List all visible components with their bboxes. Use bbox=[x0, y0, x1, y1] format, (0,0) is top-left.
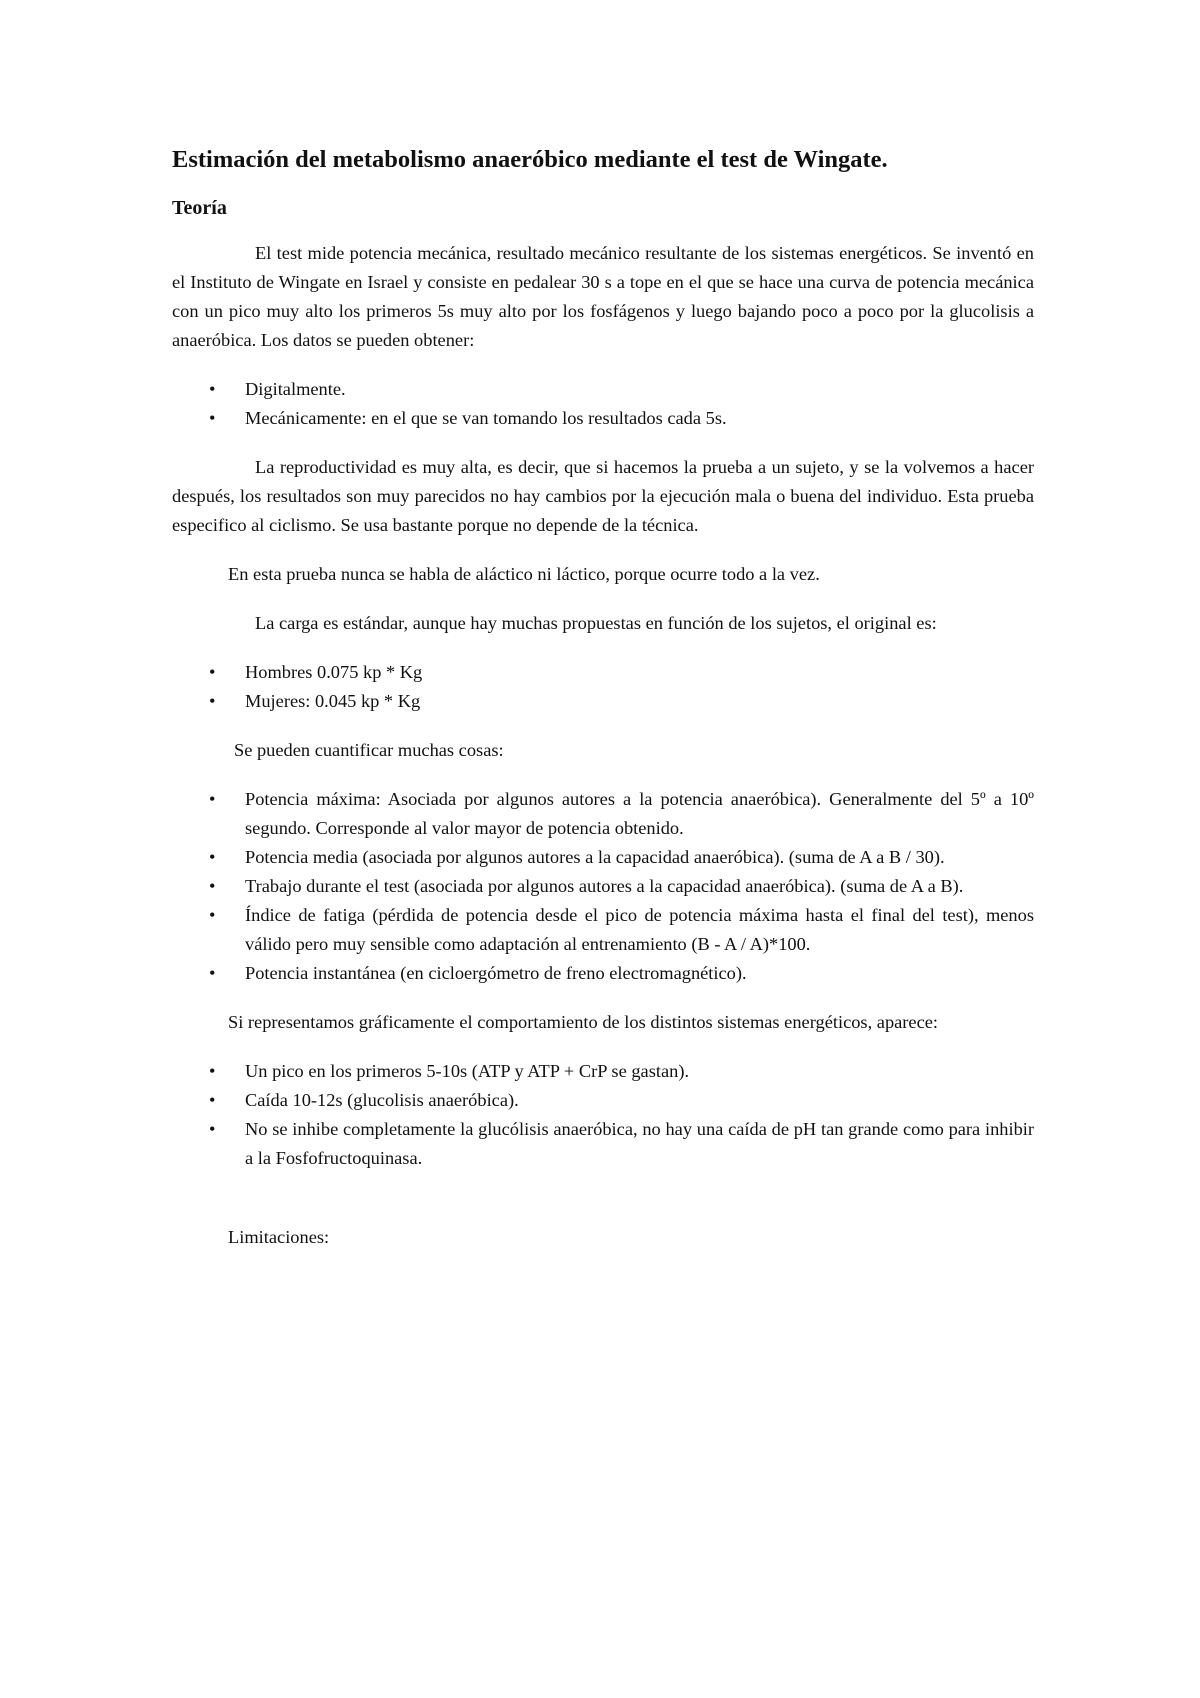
bullet-icon: • bbox=[209, 847, 216, 867]
list-item: • Un pico en los primeros 5-10s (ATP y ATP + CrP se gastan). bbox=[172, 1057, 1034, 1086]
paragraph-test-description: El test mide potencia mecánica, resultado mecánico resultante de los sistemas energéticos. Se inventó en el Instituto de Wingate en Israel y consiste en pedalear 30 s a tope en el que se hace una curva de potencia mecánica con un pico muy alto los primeros 5s muy alto por los fosfágenos y luego bajando poco a poco por la glucolisis a anaeróbica. Los datos se pueden obtener: bbox=[172, 243, 1034, 350]
list-item: • Mecánicamente: en el que se van tomando los resultados cada 5s. bbox=[172, 404, 1034, 433]
paragraph-limitaciones: Limitaciones: bbox=[228, 1227, 330, 1247]
list-item: • Mujeres: 0.045 kp * Kg bbox=[172, 687, 1034, 716]
paragraph-alactico: En esta prueba nunca se habla de aláctico ni láctico, porque ocurre todo a la vez. bbox=[228, 564, 820, 584]
list-cuantificar bbox=[172, 785, 1034, 988]
bullet-icon: • bbox=[209, 691, 216, 711]
list-item: • Potencia media (asociada por algunos autores a la capacidad anaeróbica). (suma de A a B / 30). bbox=[172, 843, 1034, 872]
bullet-icon: • bbox=[209, 1119, 216, 1139]
bullet-icon: • bbox=[209, 662, 216, 682]
list-item: • Potencia instantánea (en cicloergómetro de freno electromagnético). bbox=[172, 959, 1034, 988]
paragraph-reproductividad: La reproductividad es muy alta, es decir, que si hacemos la prueba a un sujeto, y se la volvemos a hacer después, los resultados son muy parecidos no hay cambios por la ejecución mala o buena del individuo. Esta prueba especifico al ciclismo. Se usa bastante porque no depende de la técnica. bbox=[172, 457, 1034, 535]
list-item: • No se inhibe completamente la glucólisis anaeróbica, no hay una caída de pH tan grande como para inhibir a la Fosfofructoquinasa. bbox=[172, 1115, 1034, 1173]
paragraph-cuantificar: Se pueden cuantificar muchas cosas: bbox=[234, 740, 504, 760]
bullet-icon: • bbox=[209, 1090, 216, 1110]
paragraph-carga: La carga es estándar, aunque hay muchas propuestas en función de los sujetos, el original es: bbox=[255, 613, 937, 633]
list-item: • Trabajo durante el test (asociada por algunos autores a la capacidad anaeróbica). (suma de A a B). bbox=[172, 872, 1034, 901]
list-item: • Hombres 0.075 kp * Kg bbox=[172, 658, 1034, 687]
section-heading-teoria: Teoría bbox=[172, 197, 227, 219]
list-grafica bbox=[172, 1057, 1034, 1173]
bullet-icon: • bbox=[209, 408, 216, 428]
list-item: • Digitalmente. bbox=[172, 375, 1034, 404]
bullet-icon: • bbox=[209, 876, 216, 896]
bullet-icon: • bbox=[209, 789, 216, 809]
list-carga bbox=[172, 658, 1034, 716]
bullet-icon: • bbox=[209, 379, 216, 399]
list-obtencion-datos bbox=[172, 375, 1034, 433]
paragraph-grafica: Si representamos gráficamente el comportamiento de los distintos sistemas energéticos, aparece: bbox=[228, 1012, 939, 1032]
list-item: • Índice de fatiga (pérdida de potencia desde el pico de potencia máxima hasta el final del test), menos válido pero muy sensible como adaptación al entrenamiento (B - A / A)*100. bbox=[172, 901, 1034, 959]
list-item: • Caída 10-12s (glucolisis anaeróbica). bbox=[172, 1086, 1034, 1115]
bullet-icon: • bbox=[209, 963, 216, 983]
list-item: • Potencia máxima: Asociada por algunos autores a la potencia anaeróbica). Generalmente del 5º a 10º segundo. Corresponde al valor mayor de potencia obtenido. bbox=[172, 785, 1034, 843]
bullet-icon: • bbox=[209, 905, 216, 925]
bullet-icon: • bbox=[209, 1061, 216, 1081]
document-title: Estimación del metabolismo anaeróbico mediante el test de Wingate. bbox=[172, 146, 888, 173]
